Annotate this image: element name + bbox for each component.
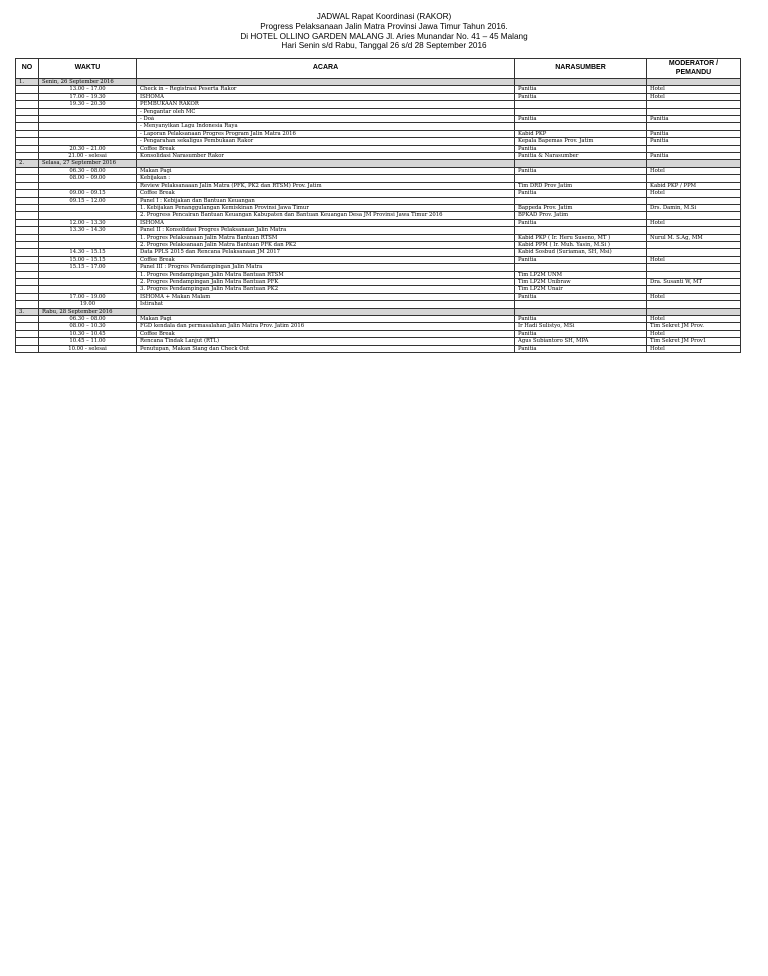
table-cell: Panitia bbox=[515, 219, 647, 226]
title-line-4: Hari Senin s/d Rabu, Tanggal 26 s/d 28 September 2016 bbox=[281, 41, 487, 51]
table-cell bbox=[39, 286, 137, 293]
table-cell: Panitia bbox=[515, 190, 647, 197]
table-row bbox=[16, 219, 741, 226]
table-row bbox=[16, 153, 741, 160]
table-cell bbox=[39, 234, 137, 241]
table-cell: Tim LP2M Unibraw bbox=[515, 278, 647, 285]
table-cell: Kebijakan : bbox=[137, 175, 515, 182]
table-cell: Panel I : Kebijakan dan Bantuan Keuangan bbox=[137, 197, 515, 204]
table-cell bbox=[647, 227, 741, 234]
table-cell bbox=[16, 123, 39, 130]
table-cell bbox=[16, 93, 39, 100]
table-row bbox=[16, 323, 741, 330]
table-row bbox=[16, 249, 741, 256]
table-cell: Bappeda Prov. Jatim bbox=[515, 204, 647, 211]
table-row bbox=[16, 278, 741, 285]
table-cell bbox=[16, 323, 39, 330]
table-cell: Hotel bbox=[647, 190, 741, 197]
table-row bbox=[16, 256, 741, 263]
table-cell: 1. Kebijakan Penanggulangan Kemiskinan Provinsi Jawa Timur bbox=[137, 204, 515, 211]
table-cell bbox=[16, 256, 39, 263]
table-row bbox=[16, 123, 741, 130]
table-cell: - Pengarahan sekaligus Pembukaan Rakor bbox=[137, 138, 515, 145]
table-cell bbox=[647, 123, 741, 130]
table-cell bbox=[515, 227, 647, 234]
table-cell: Panitia bbox=[515, 316, 647, 323]
table-row bbox=[16, 86, 741, 93]
schedule-table bbox=[15, 58, 741, 353]
table-cell: 13.00 – 17.00 bbox=[39, 86, 137, 93]
table-cell: 1. Progres Pendampingan Jalin Matra Bantuan RTSM bbox=[137, 271, 515, 278]
header-narasumber: NARASUMBER bbox=[515, 59, 647, 79]
table-cell bbox=[647, 308, 741, 315]
table-cell: Panitia bbox=[515, 86, 647, 93]
table-cell: Hotel bbox=[647, 167, 741, 174]
table-row bbox=[16, 197, 741, 204]
table-cell bbox=[16, 175, 39, 182]
table-cell bbox=[515, 160, 647, 167]
table-cell: 12.00 – 13.30 bbox=[39, 219, 137, 226]
table-row bbox=[16, 286, 741, 293]
table-cell: 20.30 – 21.00 bbox=[39, 145, 137, 152]
table-row bbox=[16, 301, 741, 308]
table-cell: Panitia bbox=[647, 130, 741, 137]
table-cell bbox=[16, 345, 39, 352]
table-cell: Panitia bbox=[515, 116, 647, 123]
table-cell: Panitia bbox=[515, 293, 647, 300]
table-cell bbox=[515, 197, 647, 204]
table-cell: PEMBUKAAN RAKOR bbox=[137, 101, 515, 108]
table-cell: Kabid Sosbud (Suriaman, SH, Msi) bbox=[515, 249, 647, 256]
table-cell: Dra. Susanti W, MT bbox=[647, 278, 741, 285]
table-row bbox=[16, 93, 741, 100]
table-cell: Hotel bbox=[647, 219, 741, 226]
table-cell bbox=[16, 278, 39, 285]
table-cell: 2. Progres Pendampingan Jalin Matra Bantuan PFK bbox=[137, 278, 515, 285]
table-cell bbox=[39, 278, 137, 285]
table-cell: Coffee Break bbox=[137, 330, 515, 337]
table-cell bbox=[137, 160, 515, 167]
table-cell: 1. Progres Pelaksanaan Jalin Matra Bantuan RTSM bbox=[137, 234, 515, 241]
table-cell: Rabu, 28 September 2016 bbox=[39, 308, 137, 315]
table-cell: 19.30 – 20.30 bbox=[39, 101, 137, 108]
table-cell: 3. bbox=[16, 308, 39, 315]
table-cell: 15.15 – 17.00 bbox=[39, 264, 137, 271]
table-cell bbox=[16, 212, 39, 219]
table-row bbox=[16, 182, 741, 189]
table-cell: Tim Sekret JM Prov. bbox=[647, 323, 741, 330]
table-cell: Coffee Break bbox=[137, 190, 515, 197]
table-cell: Selasa, 27 September 2016 bbox=[39, 160, 137, 167]
table-cell: BPKAD Prov. Jatim bbox=[515, 212, 647, 219]
table-cell: Kabid PKP bbox=[515, 130, 647, 137]
table-header bbox=[16, 59, 741, 79]
table-cell bbox=[39, 116, 137, 123]
table-cell: Hotel bbox=[647, 330, 741, 337]
table-cell: Hotel bbox=[647, 86, 741, 93]
table-cell: Agus Subiantoro SH, MPA bbox=[515, 338, 647, 345]
table-cell bbox=[39, 204, 137, 211]
table-cell bbox=[16, 130, 39, 137]
table-cell bbox=[16, 338, 39, 345]
table-cell: - Doá bbox=[137, 116, 515, 123]
table-cell bbox=[647, 160, 741, 167]
table-cell: Panitia bbox=[515, 345, 647, 352]
table-cell: 10.45 – 11.00 bbox=[39, 338, 137, 345]
table-cell: 19.00 bbox=[39, 301, 137, 308]
document-title bbox=[0, 0, 768, 51]
table-row bbox=[16, 108, 741, 115]
table-cell: Kabid PPM ( Ir. Muh. Yasin, M.Si ) bbox=[515, 241, 647, 248]
table-cell: Panitia bbox=[515, 145, 647, 152]
table-cell: 17.00 – 19.30 bbox=[39, 93, 137, 100]
table-row bbox=[16, 293, 741, 300]
table-cell: Panitia bbox=[515, 93, 647, 100]
table-cell: 2. bbox=[16, 160, 39, 167]
table-cell: - Pengantar oleh MC bbox=[137, 108, 515, 115]
table-cell bbox=[16, 145, 39, 152]
table-cell bbox=[16, 219, 39, 226]
day-row bbox=[16, 308, 741, 315]
table-cell: Panel III : Progres Pendampingan Jalin Matra bbox=[137, 264, 515, 271]
table-cell bbox=[16, 241, 39, 248]
table-cell bbox=[16, 316, 39, 323]
table-cell: Check in – Registrasi Peserta Rakor bbox=[137, 86, 515, 93]
header-no: NO bbox=[16, 59, 39, 79]
table-cell: Istirahat bbox=[137, 301, 515, 308]
table-cell: Drs. Damin, M.Si bbox=[647, 204, 741, 211]
table-cell: ISHOMA bbox=[137, 93, 515, 100]
table-cell: 14.30 – 15.15 bbox=[39, 249, 137, 256]
table-cell: - Laporan Pelaksanaan Progres Program Jalin Matra 2016 bbox=[137, 130, 515, 137]
table-cell bbox=[515, 308, 647, 315]
table-cell: Coffee Break bbox=[137, 145, 515, 152]
table-cell: 08.00 – 09.00 bbox=[39, 175, 137, 182]
header-waktu: WAKTU bbox=[39, 59, 137, 79]
table-cell: Kabid PKP / PPM bbox=[647, 182, 741, 189]
table-cell: 2. Progress Pencairan Bantuan Keuangan Kabupaten dan Bantuan Keuangan Desa JM Provinsi Jawa Timur 2016 bbox=[137, 212, 515, 219]
table-row bbox=[16, 264, 741, 271]
table-cell: Kabid PKP ( Ir. Heru Suseno, MT ) bbox=[515, 234, 647, 241]
table-cell: Makan Pagi bbox=[137, 167, 515, 174]
table-cell bbox=[647, 286, 741, 293]
table-cell bbox=[16, 86, 39, 93]
day-row bbox=[16, 160, 741, 167]
table-cell: Panitia bbox=[515, 256, 647, 263]
table-cell: Ir Hadi Sulistyo, MSi bbox=[515, 323, 647, 330]
table-cell bbox=[647, 241, 741, 248]
table-cell bbox=[515, 123, 647, 130]
table-row bbox=[16, 271, 741, 278]
table-cell: 09.00 – 09.15 bbox=[39, 190, 137, 197]
table-cell bbox=[16, 286, 39, 293]
table-cell bbox=[39, 241, 137, 248]
table-row bbox=[16, 190, 741, 197]
table-cell: Review Pelaksanaaan Jalin Matra (PFK, PK2 dan RTSM) Prov. Jatim bbox=[137, 182, 515, 189]
table-cell bbox=[647, 79, 741, 86]
table-cell bbox=[647, 264, 741, 271]
table-cell bbox=[16, 190, 39, 197]
table-row bbox=[16, 138, 741, 145]
table-cell bbox=[515, 101, 647, 108]
table-cell bbox=[16, 301, 39, 308]
table-cell: Coffee Break bbox=[137, 256, 515, 263]
table-row bbox=[16, 175, 741, 182]
table-row bbox=[16, 241, 741, 248]
table-row bbox=[16, 204, 741, 211]
table-cell bbox=[16, 182, 39, 189]
table-cell: Data PPLS 2015 dan Rencana Pelaksanaan JM 2017 bbox=[137, 249, 515, 256]
table-cell: 06.30 – 08.00 bbox=[39, 316, 137, 323]
table-cell bbox=[647, 145, 741, 152]
table-cell: Hotel bbox=[647, 293, 741, 300]
table-cell: 13.30 – 14.30 bbox=[39, 227, 137, 234]
table-cell bbox=[16, 204, 39, 211]
table-cell: ISHOMA bbox=[137, 219, 515, 226]
table-cell: Tim DRD Prov Jatim bbox=[515, 182, 647, 189]
table-cell bbox=[16, 271, 39, 278]
table-row bbox=[16, 212, 741, 219]
table-cell bbox=[647, 212, 741, 219]
table-cell: FGD kendala dan permasalahan Jalin Matra Prov. Jatim 2016 bbox=[137, 323, 515, 330]
table-cell bbox=[39, 123, 137, 130]
table-cell: Panitia & Narasumber bbox=[515, 153, 647, 160]
table-cell: Hotel bbox=[647, 93, 741, 100]
table-cell: 3. Progres Pendampingan Jalin Matra Bantuan PK2 bbox=[137, 286, 515, 293]
table-cell bbox=[515, 264, 647, 271]
table-cell bbox=[16, 108, 39, 115]
table-cell bbox=[647, 271, 741, 278]
table-cell: Panitia bbox=[515, 330, 647, 337]
table-cell bbox=[16, 227, 39, 234]
table-cell bbox=[16, 264, 39, 271]
table-cell: Makan Pagi bbox=[137, 316, 515, 323]
table-cell bbox=[39, 182, 137, 189]
day-row bbox=[16, 79, 741, 86]
table-cell bbox=[515, 108, 647, 115]
table-cell bbox=[16, 116, 39, 123]
table-cell: Tim LP2M Unair bbox=[515, 286, 647, 293]
table-cell: Penutupan, Makan Siang dan Check Out bbox=[137, 345, 515, 352]
table-row bbox=[16, 330, 741, 337]
table-cell bbox=[16, 101, 39, 108]
table-cell bbox=[647, 175, 741, 182]
title-line-3: Di HOTEL OLLINO GARDEN MALANG Jl. Aries Munandar No. 41 – 45 Malang bbox=[240, 31, 528, 41]
table-cell: Hotel bbox=[647, 256, 741, 263]
table-cell: Panitia bbox=[647, 116, 741, 123]
table-cell bbox=[16, 167, 39, 174]
table-cell bbox=[39, 271, 137, 278]
table-cell bbox=[647, 249, 741, 256]
header-acara: ACARA bbox=[137, 59, 515, 79]
table-row bbox=[16, 116, 741, 123]
table-cell bbox=[647, 108, 741, 115]
table-cell: ISHOMA + Makan Malam bbox=[137, 293, 515, 300]
table-cell: Kepala Bapemas Prov. Jatim bbox=[515, 138, 647, 145]
table-cell: Senin, 26 September 2016 bbox=[39, 79, 137, 86]
table-row bbox=[16, 345, 741, 352]
table-cell bbox=[137, 308, 515, 315]
table-cell: 1. bbox=[16, 79, 39, 86]
table-cell bbox=[39, 138, 137, 145]
table-cell bbox=[647, 101, 741, 108]
table-cell: Hotel bbox=[647, 316, 741, 323]
table-cell: Konsolidasi Narasumber Rakor bbox=[137, 153, 515, 160]
table-cell bbox=[16, 197, 39, 204]
table-cell: Hotel bbox=[647, 345, 741, 352]
table-cell: Panitia bbox=[647, 138, 741, 145]
table-cell: Panel II : Konsolidasi Progres Pelaksanaan Jalin Matra bbox=[137, 227, 515, 234]
table-cell bbox=[137, 79, 515, 86]
table-cell bbox=[16, 249, 39, 256]
table-row bbox=[16, 316, 741, 323]
table-cell: 06.30 – 08.00 bbox=[39, 167, 137, 174]
table-cell bbox=[16, 153, 39, 160]
table-row bbox=[16, 227, 741, 234]
table-row bbox=[16, 101, 741, 108]
table-cell bbox=[16, 138, 39, 145]
table-cell: 21.00 - selesai bbox=[39, 153, 137, 160]
table-cell bbox=[39, 212, 137, 219]
table-cell bbox=[16, 234, 39, 241]
header-moderator: MODERATOR / PEMANDU bbox=[647, 59, 741, 79]
table-cell: Panitia bbox=[647, 153, 741, 160]
table-cell bbox=[515, 79, 647, 86]
table-cell bbox=[39, 108, 137, 115]
table-row bbox=[16, 338, 741, 345]
table-row bbox=[16, 130, 741, 137]
table-cell bbox=[515, 301, 647, 308]
table-cell: 10.30 – 10.45 bbox=[39, 330, 137, 337]
table-cell: Panitia bbox=[515, 167, 647, 174]
table-cell: 10.00 - selesai bbox=[39, 345, 137, 352]
table-cell bbox=[39, 130, 137, 137]
table-cell: 17.00 – 19.00 bbox=[39, 293, 137, 300]
table-cell: 15.00 – 15.15 bbox=[39, 256, 137, 263]
title-line-1: JADWAL Rapat Koordinasi (RAKOR) bbox=[316, 12, 452, 21]
title-line-2: Progress Pelaksanaan Jalin Matra Provinsi Jawa Timur Tahun 2016. bbox=[260, 21, 508, 31]
table-cell: - Menyanyikan Lagu Indonesia Raya bbox=[137, 123, 515, 130]
table-cell bbox=[16, 293, 39, 300]
table-cell: Nurul M. S.Ag, MM bbox=[647, 234, 741, 241]
table-cell: 2. Progres Pelaksanaan Jalin Matra Bantuan PFK dan PK2 bbox=[137, 241, 515, 248]
table-cell: Tim Sekret JM Prov1 bbox=[647, 338, 741, 345]
table-cell bbox=[515, 175, 647, 182]
table-row bbox=[16, 234, 741, 241]
table-cell: Tim LP2M UNM bbox=[515, 271, 647, 278]
table-cell bbox=[647, 197, 741, 204]
table-row bbox=[16, 145, 741, 152]
table-cell: 09.15 – 12.00 bbox=[39, 197, 137, 204]
table-cell bbox=[16, 330, 39, 337]
table-row bbox=[16, 167, 741, 174]
table-cell bbox=[647, 301, 741, 308]
table-cell: Rencana Tindak Lanjut (RTL) bbox=[137, 338, 515, 345]
table-cell: 08.00 – 10.30 bbox=[39, 323, 137, 330]
